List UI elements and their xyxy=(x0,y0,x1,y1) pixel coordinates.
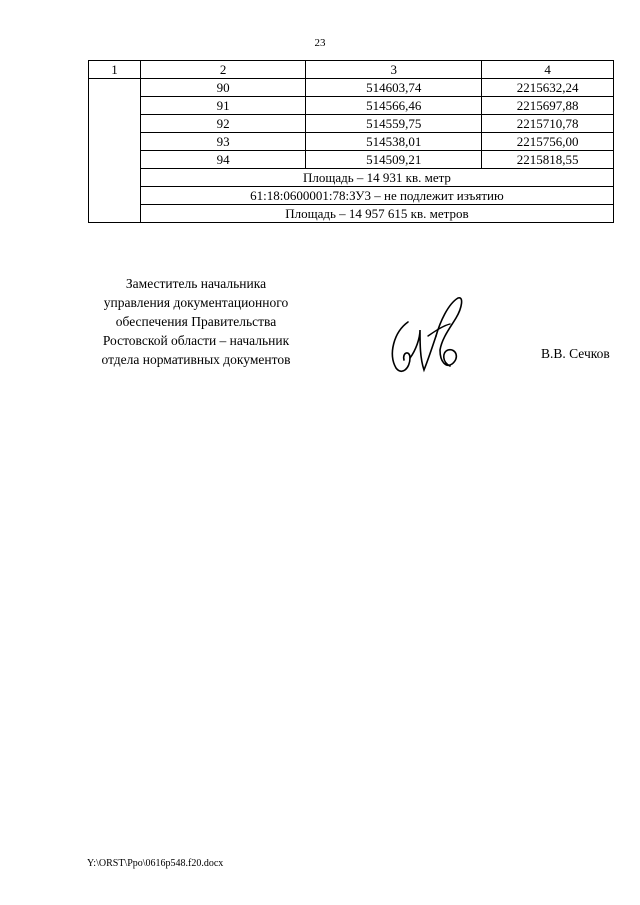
point-number-cell: 90 xyxy=(140,79,306,97)
signatory-title-line: Заместитель начальника xyxy=(125,276,267,291)
table-row xyxy=(89,133,614,151)
table-row xyxy=(89,151,614,169)
x-coordinate-cell: 514566,46 xyxy=(306,97,482,115)
y-coordinate-cell: 2215632,24 xyxy=(482,79,614,97)
page-number: 23 xyxy=(314,37,326,49)
table-row xyxy=(89,115,614,133)
table-row xyxy=(89,79,614,97)
area-row xyxy=(89,169,614,187)
x-coordinate-cell: 514559,75 xyxy=(306,115,482,133)
signatory-title-line: обеспечения Правительства xyxy=(115,314,277,329)
y-coordinate-cell: 2215697,88 xyxy=(482,97,614,115)
point-number-cell: 94 xyxy=(140,151,306,169)
signatory-title-line: Ростовской области – начальник xyxy=(102,333,290,348)
x-coordinate-cell: 514603,74 xyxy=(306,79,482,97)
header-cell: 4 xyxy=(482,61,614,79)
file-path: Y:\ORST\Ppo\0616p548.f20.docx xyxy=(87,858,224,869)
header-cell: 1 xyxy=(89,61,141,79)
header-cell: 3 xyxy=(306,61,482,79)
total-area-row xyxy=(89,205,614,223)
area-cell: Площадь – 14 931 кв. метр xyxy=(140,169,613,187)
x-coordinate-cell: 514509,21 xyxy=(306,151,482,169)
signatory-title xyxy=(82,274,310,369)
coordinates-table xyxy=(88,60,614,223)
table-header-row xyxy=(89,61,614,79)
total-area-cell: Площадь – 14 957 615 кв. метров xyxy=(140,205,613,223)
parcel-status-cell: 61:18:0600001:78:ЗУ3 – не подлежит изъятию xyxy=(140,187,613,205)
point-number-cell: 93 xyxy=(140,133,306,151)
signatory-title-line: отдела нормативных документов xyxy=(101,352,291,367)
handwritten-signature xyxy=(380,292,480,382)
signer-name: В.В. Сечков xyxy=(541,346,610,361)
y-coordinate-cell: 2215818,55 xyxy=(482,151,614,169)
parcel-status-row xyxy=(89,187,614,205)
signatory-title-line: управления документационного xyxy=(103,295,289,310)
point-number-cell: 92 xyxy=(140,115,306,133)
merged-first-column-cell xyxy=(89,79,141,223)
x-coordinate-cell: 514538,01 xyxy=(306,133,482,151)
table-row xyxy=(89,97,614,115)
y-coordinate-cell: 2215756,00 xyxy=(482,133,614,151)
point-number-cell: 91 xyxy=(140,97,306,115)
header-cell: 2 xyxy=(140,61,306,79)
y-coordinate-cell: 2215710,78 xyxy=(482,115,614,133)
